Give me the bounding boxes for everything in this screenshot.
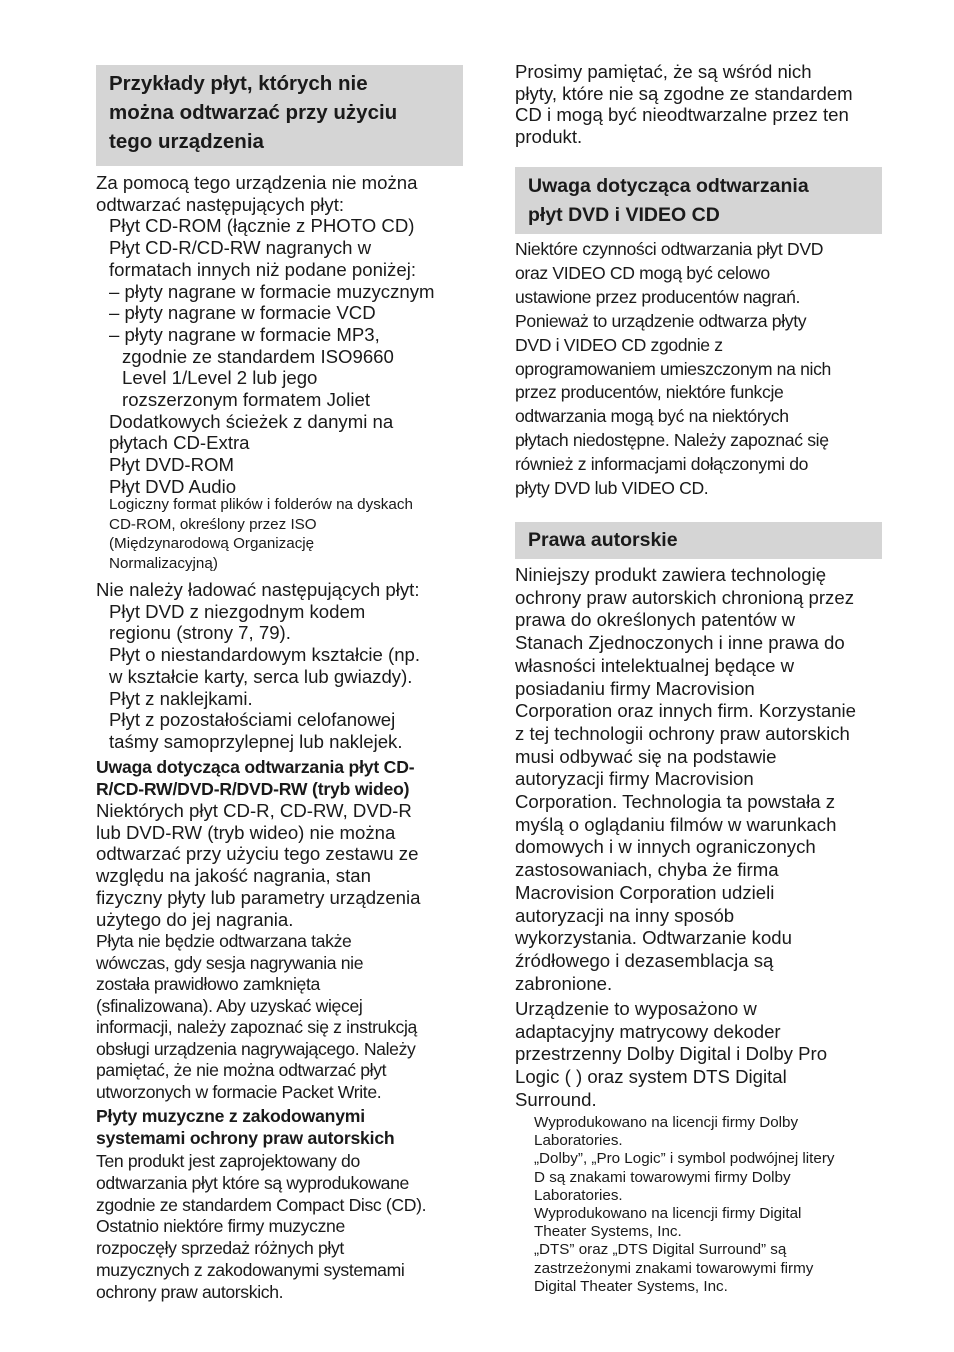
heading-line: Prawa autorskie [528,529,678,551]
paragraph-line: odtwarzania mogą być na niektórych [515,406,789,427]
paragraph-line: posiadaniu firmy Macrovision [515,677,755,699]
paragraph-line: Stanach Zjednoczonych i inne prawa do [515,632,845,654]
list-item: Płyt z naklejkami. [109,687,253,709]
paragraph-line: wykorzystania. Odtwarzanie kodu [515,927,792,949]
paragraph-line: została prawidłowo zamknięta [96,974,320,994]
footnote-line: „Dolby”, „Pro Logic” i symbol podwójnej litery [534,1150,835,1168]
subheading-line: systemami ochrony praw autorskich [96,1128,395,1148]
list-item: Level 1/Level 2 lub jego [122,367,318,389]
paragraph-line: źródłowego i dezasemblacja są [515,949,774,971]
paragraph-line: Płyta nie będzie odtwarzana także [96,931,352,951]
paragraph-line: Surround. [515,1088,597,1110]
paragraph-line: zabronione. [515,972,613,994]
paragraph-line: Macrovision Corporation udzieli [515,881,775,903]
paragraph-line: ochrony praw autorskich chronioną przez [515,586,854,608]
footnote-line: zastrzeżonymi znakami towarowymi firmy [534,1259,814,1277]
paragraph-line: myślą o oglądaniu filmów w warunkach [515,813,837,835]
list-item: Płyt DVD Audio [109,475,237,497]
paragraph-line: pamiętać, że nie można odtwarzać płyt [96,1060,387,1080]
subheading-line: Płyty muzyczne z zakodowanymi [96,1106,365,1126]
list-item: taśmy samoprzylepnej lub naklejek. [109,730,403,752]
paragraph-line: przez producentów, niektóre funkcje [515,382,784,403]
paragraph-line: rozpoczęły sprzedaż różnych płyt [96,1238,344,1259]
paragraph-line: odtwarzać przy użyciu tego zestawu ze [96,843,419,865]
footnote-line: Wyprodukowano na licencji firmy Dolby [534,1114,799,1131]
footnote-line: Laboratories. [534,1186,623,1204]
list-item: Płyt CD-R/CD-RW nagranych w [109,237,372,259]
paragraph-line: zgodnie ze standardem Compact Disc (CD). [96,1194,427,1215]
list-item: odtwarzać następujących płyt: [96,193,345,215]
paragraph-line: Niektóre czynności odtwarzania płyt DVD [515,239,824,259]
list-item: Nie należy ładować następujących płyt: [96,579,420,600]
footnote-line: CD-ROM, określony przez ISO [109,515,317,533]
footnote-line: Wyprodukowano na licencji firmy Digital [534,1205,802,1222]
heading-line: płyt DVD i VIDEO CD [528,204,720,226]
footnote-line: Theater Systems, Inc. [534,1223,682,1241]
list-item: Za pomocą tego urządzenia nie można [96,172,418,193]
list-item: Płyt z pozostałościami celofanowej [109,709,396,731]
paragraph-line: utworzonych w formacie Packet Write. [96,1081,382,1102]
paragraph-line: Corporation. Technologia ta powstała z [515,791,836,812]
paragraph-line: odtwarzania płyt które są wyprodukowane [96,1172,409,1193]
paragraph-line: fizyczny płyty lub parametry urządzenia [96,886,421,908]
paragraph-line: ochrony praw autorskich. [96,1281,284,1302]
paragraph-line: obsługi urządzenia nagrywającego. Należy [96,1038,416,1059]
paragraph-line: adaptacyjny matrycowy dekoder [515,1020,781,1042]
paragraph-line: własności intelektualnej będące w [515,654,795,676]
footnote-line: Laboratories. [534,1132,623,1150]
list-item: Płyt CD-ROM (łącznie z PHOTO CD) [109,215,415,237]
paragraph-line: Urządzenie to wyposażono w [515,998,757,1019]
paragraph-line: Prosimy pamiętać, że są wśród nich [515,61,812,82]
paragraph-line: oraz VIDEO CD mogą być celowo [515,262,770,283]
heading-dvd-playback [515,167,882,234]
paragraph-line: DVD i VIDEO CD zgodnie z [515,334,723,355]
paragraph-line: muzycznych z zakodowanymi systemami [96,1260,405,1280]
paragraph-line: produkt. [515,126,583,148]
paragraph-line: Logic ( ) oraz system DTS Digital [515,1066,787,1088]
list-item: – płyty nagrane w formacie VCD [109,302,376,324]
paragraph-line: z tej technologii ochrony praw autorskich [515,722,850,744]
list-item: Płyt DVD z niezgodnym kodem [109,600,366,622]
heading-copyright [515,522,882,559]
list-item: formatach innych niż podane poniżej: [109,258,416,280]
paragraph-line: płytach niedostępne. Należy zapoznać się [515,430,829,451]
paragraph-line: Niniejszy produkt zawiera technologię [515,564,827,585]
paragraph-line: autoryzacji na inny sposób [515,904,735,926]
paragraph-line: oprogramowaniem umieszczonym na nich [515,358,831,379]
footnote-line: Normalizacyjną) [109,554,218,572]
paragraph-line: również z informacjami dołączonymi do [515,454,809,475]
list-item: zgodnie ze standardem ISO9660 [122,345,394,367]
paragraph-line: ustawione przez producentów nagrań. [515,286,801,307]
paragraph-line: lub DVD-RW (tryb wideo) nie można [96,821,396,843]
list-item: Płyt o niestandardowym kształcie (np. [109,644,421,666]
paragraph-line: płyty DVD lub VIDEO CD. [515,478,709,498]
footnote-line: D są znakami towarowymi firmy Dolby [534,1168,791,1186]
list-item: Dodatkowych ścieżek z danymi na [109,410,394,432]
footnote-line: „DTS” oraz „DTS Digital Surround” są [534,1241,787,1259]
list-item: regionu (strony 7, 79). [109,622,291,644]
list-item: – płyty nagrane w formacie muzycznym [109,280,435,302]
footnote-line: Digital Theater Systems, Inc. [534,1277,728,1295]
paragraph-line: Niektórych płyt CD-R, CD-RW, DVD-R [96,800,412,821]
list-item: płytach CD-Extra [109,432,250,454]
paragraph-line: przestrzenny Dolby Digital i Dolby Pro [515,1043,828,1065]
paragraph-line: (sfinalizowana). Aby uzyskać więcej [96,995,363,1016]
heading-line: tego urządzenia [109,130,264,153]
paragraph-line: użytego do jej nagrania. [96,908,294,930]
list-item: – płyty nagrane w formacie MP3, [109,323,380,345]
paragraph-line: musi odbywać się na podstawie [515,745,777,767]
paragraph-line: autoryzacji firmy Macrovision [515,768,754,790]
paragraph-line: wówczas, gdy sesja nagrywania nie [96,952,364,973]
list-item: w kształcie karty, serca lub gwiazdy). [109,665,413,687]
paragraph-line: Corporation oraz innych firm. Korzystanie [515,700,857,722]
paragraph-line: Ostatnio niektóre firmy muzyczne [96,1216,345,1237]
list-item: rozszerzonym formatem Joliet [122,389,370,410]
subheading-line: R/CD-RW/DVD-R/DVD-RW (tryb wideo) [96,778,410,799]
paragraph-line: płyty, które nie są zgodne ze standardem [515,82,853,104]
paragraph-line: względu na jakość nagrania, stan [96,865,371,887]
paragraph-line: informacji, należy zapoznać się z instrukcją [96,1017,417,1037]
paragraph-line: zastosowaniach, chyba że firma [515,859,779,881]
heading-line: Przykłady płyt, których nie [109,72,368,95]
paragraph-line: Ponieważ to urządzenie odtwarza płyty [515,310,807,331]
footnote-line: Logiczny format plików i folderów na dyskach [109,496,413,513]
heading-line: Uwaga dotycząca odtwarzania [528,175,809,197]
heading-line: można odtwarzać przy użyciu [109,101,398,124]
paragraph-line: CD i mogą być nieodtwarzalne przez ten [515,104,849,126]
paragraph-line: Ten produkt jest zaprojektowany do [96,1151,360,1171]
paragraph-line: domowych i w innych ograniczonych [515,836,816,858]
list-item: Płyt DVD-ROM [109,454,234,476]
subheading-line: Uwaga dotycząca odtwarzania płyt CD- [96,757,415,777]
footnote-line: (Międzynarodową Organizację [109,535,315,552]
paragraph-line: prawa do określonych patentów w [515,609,796,631]
heading-unplayable-discs [96,65,463,166]
